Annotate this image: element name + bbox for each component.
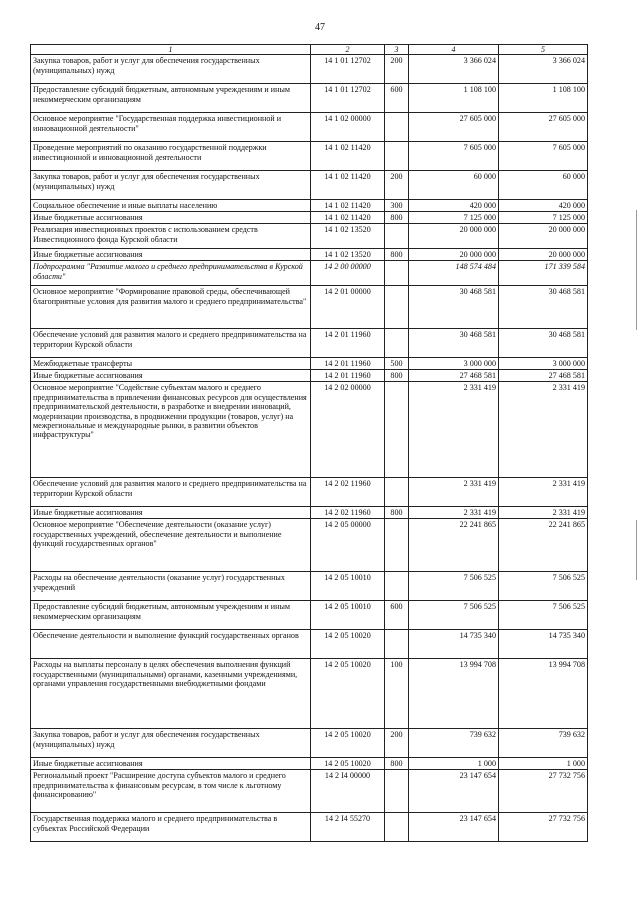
cell-name: Социальное обеспечение и иные выплаты населению <box>31 200 311 212</box>
cell-vr: 200 <box>385 171 409 200</box>
cell-v5: 30 468 581 <box>499 329 588 358</box>
cell-code: 14 1 02 11420 <box>311 212 385 224</box>
cell-vr: 800 <box>385 212 409 224</box>
table-row <box>31 601 588 630</box>
cell-name: Иные бюджетные ассигнования <box>31 758 311 770</box>
cell-vr <box>385 770 409 813</box>
cell-v5: 3 366 024 <box>499 55 588 84</box>
cell-name: Основное мероприятие "Обеспечение деятельности (оказание услуг) государственных учреждений, обеспечение деятельности и выполнение функций государственных органов" <box>31 519 311 572</box>
cell-code: 14 1 02 00000 <box>311 113 385 142</box>
cell-v5: 20 000 000 <box>499 249 588 261</box>
cell-v5: 22 241 865 <box>499 519 588 572</box>
cell-v5: 7 125 000 <box>499 212 588 224</box>
cell-code: 14 1 01 12702 <box>311 84 385 113</box>
cell-code: 14 2 I4 55270 <box>311 813 385 842</box>
cell-v4: 1 108 100 <box>409 84 499 113</box>
cell-v4: 148 574 484 <box>409 261 499 286</box>
cell-code: 14 2 05 00000 <box>311 519 385 572</box>
cell-vr <box>385 478 409 507</box>
table-row <box>31 286 588 329</box>
cell-v5: 27 468 581 <box>499 370 588 382</box>
cell-vr <box>385 519 409 572</box>
cell-v4: 23 147 654 <box>409 770 499 813</box>
cell-v4: 22 241 865 <box>409 519 499 572</box>
table-row <box>31 572 588 601</box>
header-cell-code: 2 <box>311 45 385 55</box>
cell-v5: 27 732 756 <box>499 813 588 842</box>
cell-code: 14 1 02 13520 <box>311 249 385 261</box>
cell-vr: 200 <box>385 55 409 84</box>
table-row <box>31 729 588 758</box>
cell-v5: 1 000 <box>499 758 588 770</box>
cell-v4: 3 366 024 <box>409 55 499 84</box>
cell-name: Межбюджетные трансферты <box>31 358 311 370</box>
cell-v4: 7 125 000 <box>409 212 499 224</box>
cell-code: 14 2 05 10010 <box>311 572 385 601</box>
cell-name: Иные бюджетные ассигнования <box>31 249 311 261</box>
cell-vr: 800 <box>385 507 409 519</box>
cell-v4: 420 000 <box>409 200 499 212</box>
cell-code: 14 2 01 11960 <box>311 358 385 370</box>
cell-vr: 500 <box>385 358 409 370</box>
cell-name: Обеспечение условий для развития малого и среднего предпринимательства на территории Курской области <box>31 478 311 507</box>
cell-name: Основное мероприятие "Государственная поддержка инвестиционной и инновационной деятельности" <box>31 113 311 142</box>
cell-v5: 2 331 419 <box>499 507 588 519</box>
header-cell-amount-2: 5 <box>499 45 588 55</box>
table-row <box>31 113 588 142</box>
cell-v4: 2 331 419 <box>409 478 499 507</box>
page-number: 47 <box>315 22 325 33</box>
cell-vr <box>385 382 409 478</box>
cell-v4: 20 000 000 <box>409 249 499 261</box>
header-cell-amount-1: 4 <box>409 45 499 55</box>
table-row <box>31 212 588 224</box>
cell-code: 14 2 00 00000 <box>311 261 385 286</box>
cell-vr: 600 <box>385 601 409 630</box>
table-row <box>31 249 588 261</box>
table-row <box>31 478 588 507</box>
header-cell-vr: 3 <box>385 45 409 55</box>
cell-vr <box>385 113 409 142</box>
cell-name: Предоставление субсидий бюджетным, автономным учреждениям и иным некоммерческим организациям <box>31 601 311 630</box>
cell-name: Иные бюджетные ассигнования <box>31 370 311 382</box>
cell-name: Государственная поддержка малого и среднего предпринимательства в субъектах Российской Федерации <box>31 813 311 842</box>
cell-code: 14 1 02 11420 <box>311 171 385 200</box>
cell-name: Обеспечение условий для развития малого и среднего предпринимательства на территории Курской области <box>31 329 311 358</box>
cell-code: 14 2 02 11960 <box>311 507 385 519</box>
cell-vr <box>385 329 409 358</box>
cell-name: Расходы на выплаты персоналу в целях обеспечения выполнения функций государственными (муниципальными) органами, казенными учреждениями, органами управления государственными внебюджетными фондами <box>31 659 311 729</box>
page-edge-line <box>636 520 637 580</box>
cell-vr <box>385 286 409 329</box>
cell-v4: 7 506 525 <box>409 572 499 601</box>
table-body <box>31 55 588 842</box>
cell-vr: 800 <box>385 370 409 382</box>
table-row <box>31 659 588 729</box>
cell-v5: 420 000 <box>499 200 588 212</box>
cell-name: Основное мероприятие "Содействие субъектам малого и среднего предпринимательства в привлечении финансовых ресурсов для осуществления предпринимательской деятельности, в разработке и внедрении инноваций, модернизации производства, в продвижении продукции (товаров, услуг) на межрегиональные и международные рынки, в развитии объектов инфраструктуры" <box>31 382 311 478</box>
table-row <box>31 758 588 770</box>
table-row <box>31 770 588 813</box>
cell-vr: 600 <box>385 84 409 113</box>
cell-code: 14 2 05 10010 <box>311 601 385 630</box>
cell-code: 14 2 05 10020 <box>311 630 385 659</box>
cell-code: 14 2 01 00000 <box>311 286 385 329</box>
cell-vr <box>385 572 409 601</box>
table-row <box>31 84 588 113</box>
cell-vr: 800 <box>385 758 409 770</box>
cell-v5: 30 468 581 <box>499 286 588 329</box>
cell-name: Основное мероприятие "Формирование правовой среды, обеспечивающей благоприятные условия для развития малого и среднего предпринимательства" <box>31 286 311 329</box>
cell-v4: 1 000 <box>409 758 499 770</box>
budget-table <box>30 44 588 842</box>
cell-vr: 200 <box>385 729 409 758</box>
table-row <box>31 142 588 171</box>
cell-v5: 3 000 000 <box>499 358 588 370</box>
cell-v5: 739 632 <box>499 729 588 758</box>
cell-name: Региональный проект "Расширение доступа субъектов малого и среднего предпринимательства к финансовым ресурсам, в том числе к льготному финансированию" <box>31 770 311 813</box>
table-row <box>31 224 588 249</box>
cell-v5: 171 339 584 <box>499 261 588 286</box>
table-row <box>31 370 588 382</box>
table-header-row <box>31 45 588 55</box>
cell-v5: 27 605 000 <box>499 113 588 142</box>
cell-v5: 2 331 419 <box>499 478 588 507</box>
cell-name: Иные бюджетные ассигнования <box>31 212 311 224</box>
cell-name: Закупка товаров, работ и услуг для обеспечения государственных (муниципальных) нужд <box>31 171 311 200</box>
cell-v4: 739 632 <box>409 729 499 758</box>
table-row <box>31 261 588 286</box>
cell-name: Иные бюджетные ассигнования <box>31 507 311 519</box>
cell-code: 14 2 02 11960 <box>311 478 385 507</box>
cell-v4: 2 331 419 <box>409 382 499 478</box>
cell-v5: 13 994 708 <box>499 659 588 729</box>
cell-name: Реализация инвестиционных проектов с использованием средств Инвестиционного фонда Курской области <box>31 224 311 249</box>
table-row <box>31 55 588 84</box>
cell-code: 14 2 02 00000 <box>311 382 385 478</box>
cell-v4: 30 468 581 <box>409 329 499 358</box>
cell-v4: 27 468 581 <box>409 370 499 382</box>
cell-code: 14 2 I4 00000 <box>311 770 385 813</box>
table-row <box>31 358 588 370</box>
cell-v5: 2 331 419 <box>499 382 588 478</box>
cell-code: 14 2 05 10020 <box>311 758 385 770</box>
cell-code: 14 1 02 11420 <box>311 200 385 212</box>
table-row <box>31 200 588 212</box>
cell-v4: 3 000 000 <box>409 358 499 370</box>
cell-v4: 7 605 000 <box>409 142 499 171</box>
cell-v5: 20 000 000 <box>499 224 588 249</box>
table-row <box>31 329 588 358</box>
cell-v4: 13 994 708 <box>409 659 499 729</box>
cell-code: 14 2 01 11960 <box>311 370 385 382</box>
cell-v5: 1 108 100 <box>499 84 588 113</box>
cell-v5: 7 506 525 <box>499 601 588 630</box>
cell-code: 14 1 01 12702 <box>311 55 385 84</box>
cell-v4: 14 735 340 <box>409 630 499 659</box>
cell-code: 14 1 02 11420 <box>311 142 385 171</box>
table-row <box>31 382 588 478</box>
cell-v5: 7 506 525 <box>499 572 588 601</box>
cell-v4: 20 000 000 <box>409 224 499 249</box>
cell-v4: 7 506 525 <box>409 601 499 630</box>
cell-name: Подпрограмма "Развитие малого и среднего предпринимательства в Курской области" <box>31 261 311 286</box>
cell-v4: 2 331 419 <box>409 507 499 519</box>
header-cell-name: 1 <box>31 45 311 55</box>
cell-vr <box>385 224 409 249</box>
cell-name: Закупка товаров, работ и услуг для обеспечения государственных (муниципальных) нужд <box>31 55 311 84</box>
cell-name: Предоставление субсидий бюджетным, автономным учреждениям и иным некоммерческим организациям <box>31 84 311 113</box>
page-edge-line <box>636 210 637 330</box>
table-row <box>31 630 588 659</box>
cell-vr <box>385 630 409 659</box>
cell-vr: 800 <box>385 249 409 261</box>
cell-vr: 100 <box>385 659 409 729</box>
cell-name: Расходы на обеспечение деятельности (оказание услуг) государственных учреждений <box>31 572 311 601</box>
cell-code: 14 2 01 11960 <box>311 329 385 358</box>
cell-code: 14 2 05 10020 <box>311 729 385 758</box>
table-row <box>31 171 588 200</box>
cell-name: Обеспечение деятельности и выполнение функций государственных органов <box>31 630 311 659</box>
table-row <box>31 813 588 842</box>
cell-code: 14 2 05 10020 <box>311 659 385 729</box>
table-row <box>31 507 588 519</box>
cell-v5: 7 605 000 <box>499 142 588 171</box>
cell-name: Закупка товаров, работ и услуг для обеспечения государственных (муниципальных) нужд <box>31 729 311 758</box>
cell-vr <box>385 261 409 286</box>
cell-v4: 27 605 000 <box>409 113 499 142</box>
cell-vr: 300 <box>385 200 409 212</box>
table-row <box>31 519 588 572</box>
cell-v4: 60 000 <box>409 171 499 200</box>
cell-vr <box>385 813 409 842</box>
cell-code: 14 1 02 13520 <box>311 224 385 249</box>
cell-v5: 14 735 340 <box>499 630 588 659</box>
cell-v4: 30 468 581 <box>409 286 499 329</box>
cell-v5: 27 732 756 <box>499 770 588 813</box>
cell-v5: 60 000 <box>499 171 588 200</box>
cell-name: Проведение мероприятий по оказанию государственной поддержки инвестиционной и инновационной деятельности <box>31 142 311 171</box>
cell-vr <box>385 142 409 171</box>
cell-v4: 23 147 654 <box>409 813 499 842</box>
